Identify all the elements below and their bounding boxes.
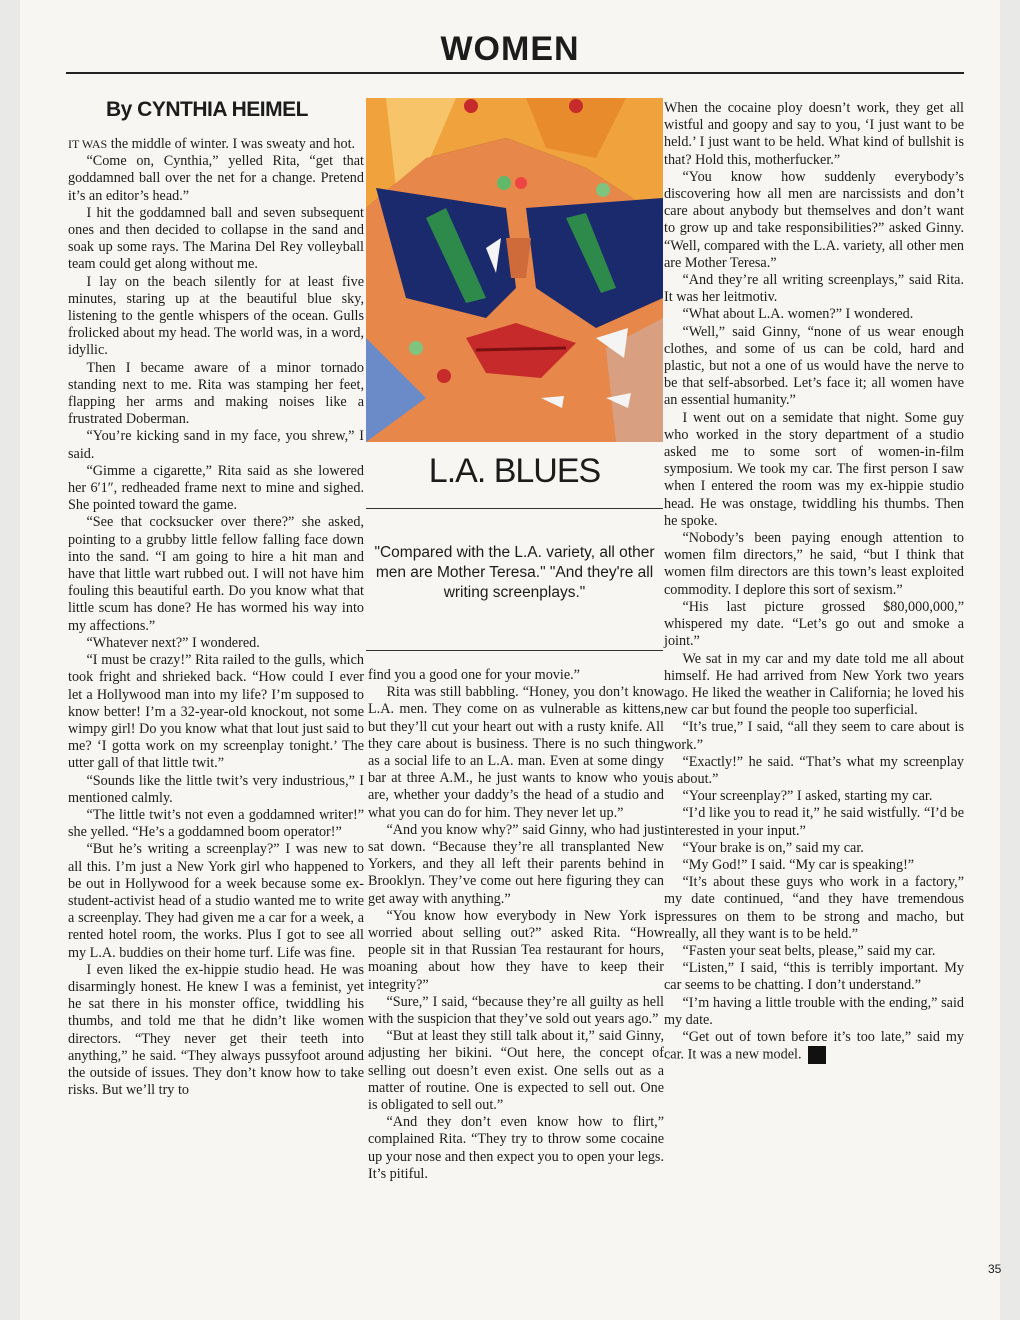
paragraph: “You’re kicking sand in my face, you shrew,” I said. xyxy=(68,428,364,462)
story-title: L.A. BLUES xyxy=(428,452,601,490)
paragraph: “And they’re all writing screenplays,” said Rita. It was her leitmotiv. xyxy=(664,272,964,306)
paragraph: find you a good one for your movie.” xyxy=(368,667,580,683)
paragraph: “What about L.A. women?” I wondered. xyxy=(682,306,914,323)
paragraph: “Gimme a cigarette,” Rita said as she lowered her 6′1″, redheaded frame next to mine and sighed. She pointed toward the game. xyxy=(68,462,364,514)
paragraph: I hit the goddamned ball and seven subsequent ones and then decided to collapse in the sand and soak up some rays. The Marina Del Rey volleyball team could get along without me. xyxy=(68,204,364,273)
paragraph: I lay on the beach silently for at least five minutes, staring up at the beautiful blue sky, listening to the gentle whispers of the ocean. Gulls frolicked about my head. The world was, in a word, idyllic. xyxy=(68,273,364,359)
magazine-page xyxy=(20,0,1000,1320)
paragraph: “But he’s writing a screenplay?” I was new to all this. I’m just a New York girl who happened to be out in Hollywood for a week because some ex-student-activist head of a studio wanted me to write a screenplay. They had given me a car for a week, a rented hotel room, the works. Plus I got to see all my L.A. buddies on their home turf. Life was fine. xyxy=(68,841,364,961)
paragraph: I went out on a semidate that night. Some guy who worked in the story department of a studio asked me to some sort of women-in-film symposium. We took my car. The first person I saw when I entered the room was my ex-hippie studio head. He was onstage, twiddling his thumbs. Then he spoke. xyxy=(664,409,964,529)
paragraph: “Fasten your seat belts, please,” said my car. xyxy=(682,942,936,959)
paragraph: IT WAS the middle of winter. I was sweaty and hot. xyxy=(68,136,356,152)
paragraph: “And you know why?” said Ginny, who had just sat down. “Because they’re all transplanted New Yorkers, and they all left their parents behind in Brooklyn. They’ve come out here figuring they can get away with anything.” xyxy=(368,821,664,907)
byline: By CYNTHIA HEIMEL xyxy=(106,98,308,121)
paragraph: Rita was still babbling. “Honey, you don’t know L.A. men. They come on as vulnerable as kittens, but they’ll cut your heart out with a rusty knife. All they care about is business. There is no such thing as a social life to an L.A. man. Even at some dingy bar at three A.M., he just wants to know who you are, whether your daddy’s the head of a studio and what you can do for him. They never let up.” xyxy=(368,684,664,821)
paragraph: “Your screenplay?” I asked, starting my car. xyxy=(682,788,933,805)
paragraph: “And they don’t even know how to flirt,” complained Rita. “They try to throw some cocaine up your nose and then expect you to open your legs. It’s pitiful. xyxy=(368,1114,664,1182)
paragraph: When the cocaine ploy doesn’t work, they get all wistful and goopy and say to you, ‘I just want to be held.’ I just want to be held. What kind of bullshit is that? Hold this, motherfucker.” xyxy=(664,100,964,168)
paragraph: “Your brake is on,” said my car. xyxy=(682,839,864,856)
page-number: 35 xyxy=(988,1262,1002,1276)
pull-quote: "Compared with the L.A. variety, all other men are Mother Teresa." "And they're all writing screenplays." xyxy=(374,544,655,601)
paragraph: “Get out of town before it’s too late,” said my car. It was a new model. ♦ xyxy=(664,1028,964,1063)
paragraph: “Nobody’s been paying enough attention to women film directors,” he said, “but I think that women film directors are this town’s least exploited commodity. I deplore this sort of sexism.” xyxy=(664,530,964,598)
paragraph: Then I became aware of a minor tornado standing next to me. Rita was stamping her feet, flapping her arms and making noises like a frustrated Doberman. xyxy=(68,359,364,428)
paragraph: “Sounds like the little twit’s very industrious,” I mentioned calmly. xyxy=(68,772,364,806)
paragraph: “It’s about these guys who work in a factory,” my date continued, “and they have tremendous pressures on them to be strong and macho, but really, all they want is to be held.” xyxy=(664,874,964,942)
paragraph: “You know how suddenly everybody’s discovering how all men are narcissists and don’t care about anybody but themselves and don’t want to grow up and take responsibilities?” asked Ginny. “Well, compared with the L.A. variety, all other men are Mother Teresa.” xyxy=(664,168,964,271)
paragraph: “I’d like you to read it,” he said wistfully. “I’d be interested in your input.” xyxy=(664,805,964,839)
section-title: WOMEN xyxy=(440,30,580,68)
pull-quote-rule xyxy=(366,650,663,651)
illustration-face-with-sunglasses xyxy=(366,98,663,442)
paragraph: “See that cocksucker over there?” she asked, pointing to a grubby little fellow falling face down into the sand. “I am going to hire a hit man and have that little wart rubbed out. I will not have him fouling this beautiful earth. Do you know what that little scum has done? He has wormed his way into my affections.” xyxy=(68,514,364,634)
paragraph: “Come on, Cynthia,” yelled Rita, “get that goddamned ball over the net for a change. Pretend it’s an editor’s head.” xyxy=(68,153,364,204)
paragraph: “I’m having a little trouble with the ending,” said my date. xyxy=(664,994,964,1028)
paragraph: “Well,” said Ginny, “none of us wear enough clothes, and some of us can be cold, hard and plastic, but not a one of us would have the nerve to be that self-absorbed. Let’s face it; all women have an essential humanity.” xyxy=(664,323,964,409)
column-3 xyxy=(664,100,964,1064)
paragraph: “Sure,” I said, “because they’re all guilty as hell with the suspicion that they’ve sold out years ago.” xyxy=(368,993,664,1028)
paragraph: I even liked the ex-hippie studio head. He was disarmingly honest. He knew I was a feminist, yet he sat there in his monster office, twiddling his thumbs, and told me that he didn’t like women directors. “They never get their teeth into anything,” he said. “They always pussyfoot around the outside of issues. They don’t know how to take risks. But we’ll try to xyxy=(68,961,364,1099)
paragraph: “Whatever next?” I wondered. xyxy=(86,634,260,651)
paragraph: “You know how everybody in New York is worried about selling out?” asked Rita. “How people sit in that Russian Tea restaurant for hours, moaning about how they have to keep their integrity?” xyxy=(368,907,664,993)
paragraph: “I must be crazy!” Rita railed to the gulls, which took fright and shrieked back. “How could I ever let a Hollywood man into my life? I’m supposed to know better! I’m a 32-year-old knockout, not some wimpy girl! Do you know what that lout just said to me? ‘I gotta work on my screenplay tonight.’ The utter gall of that little twit.” xyxy=(68,652,364,772)
title-rule-top xyxy=(366,508,663,509)
paragraph: “My God!” I said. “My car is speaking!” xyxy=(682,856,915,873)
column-2 xyxy=(368,667,664,1183)
paragraph: “Listen,” I said, “this is terribly important. My car seems to be chatting. I don’t understand.” xyxy=(664,960,964,994)
paragraph: We sat in my car and my date told me all about himself. He had arrived from New York two years ago. He liked the weather in California; he loved his new car but found the people too superficial. xyxy=(664,650,964,719)
drop-lead: IT WAS xyxy=(68,137,108,151)
illustration-svg xyxy=(366,98,663,442)
paragraph: “The little twit’s not even a goddamned writer!” she yelled. “He’s a goddamned boom operator!” xyxy=(68,806,364,841)
paragraph: “It’s true,” I said, “all they seem to care about is work.” xyxy=(664,719,964,753)
bunny-logo-icon: ♦ xyxy=(808,1046,826,1064)
header-rule xyxy=(66,72,964,74)
paragraph: “But at least they still talk about it,” said Ginny, adjusting her bikini. “Out here, the concept of selling out doesn’t even exist. One sells out as a matter of routine. One is expected to sell out. One is obligated to sell out.” xyxy=(368,1028,664,1114)
paragraph: “His last picture grossed $80,000,000,” whispered my date. “Let’s go out and smoke a joint.” xyxy=(664,598,964,650)
column-1 xyxy=(68,136,364,1099)
paragraph: “Exactly!” he said. “That’s what my screenplay is about.” xyxy=(664,753,964,787)
